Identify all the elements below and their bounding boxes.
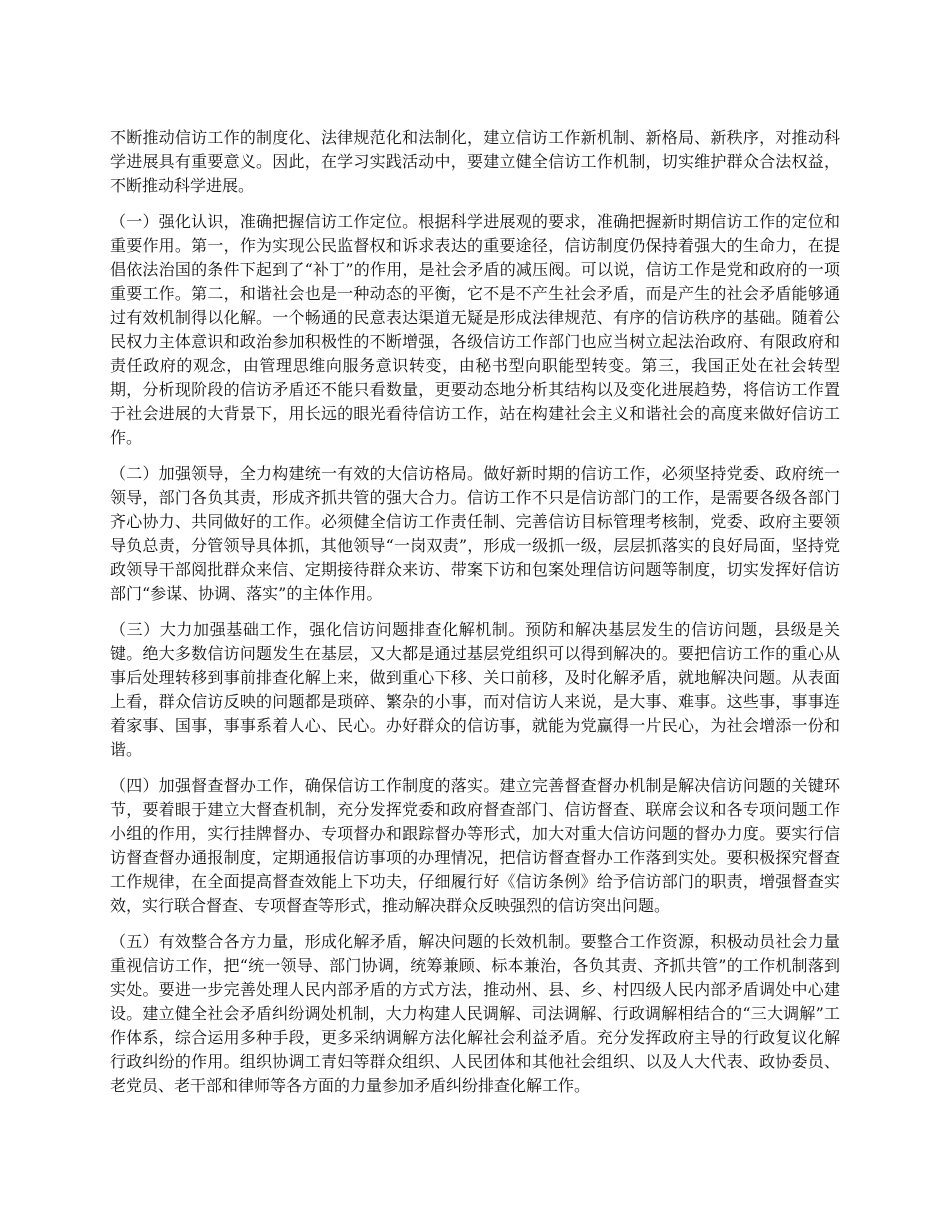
section-4-paragraph: （四）加强督查督办工作，确保信访工作制度的落实。建立完善督查督办机制是解决信访问题的关键环节，要着眼于建立大督查机制，充分发挥党委和政府督查部门、信访督查、联席会议和各专项问题工作小组的作用，实行挂牌督办、专项督办和跟踪督办等形式，加大对重大信访问题的督办力度。要实行信访督查督办通报制度，定期通报信访事项的办理情况，把信访督查督办工作落到实处。要积极探究督查工作规律，在全面提高督查效能上下功夫，仔细履行好《信访条例》给予信访部门的职责，增强督查实效，实行联合督查、专项督查等形式，推动解决群众反映强烈的信访突出问题。	[110, 776, 840, 915]
section-1-paragraph: （一）强化认识，准确把握信访工作定位。根据科学进展观的要求，准确把握新时期信访工作的定位和重要作用。第一，作为实现公民监督权和诉求表达的重要途径，信访制度仍保持着强大的生命力，在提倡依法治国的条件下起到了“补丁”的作用，是社会矛盾的减压阀。可以说，信访工作是党和政府的一项重要工作。第二，和谐社会也是一种动态的平衡，它不是不产生社会矛盾，而是产生的社会矛盾能够通过有效机制得以化解。一个畅通的民意表达渠道无疑是形成法律规范、有序的信访秩序的基础。随着公民权力主体意识和政治参加积极性的不断增强，各级信访工作部门也应当树立起法治政府、有限政府和责任政府的观念，由管理思维向服务意识转变，由秘书型向职能型转变。第三，我国正处在社会转型期，分析现阶段的信访矛盾还不能只看数量，更要动态地分析其结构以及变化进展趋势，将信访工作置于社会进展的大背景下，用长远的眼光看待信访工作，站在构建社会主义和谐社会的高度来做好信访工作。	[110, 212, 840, 447]
document-page	[110, 126, 840, 1110]
section-5-paragraph: （五）有效整合各方力量，形成化解矛盾，解决问题的长效机制。要整合工作资源，积极动员社会力量重视信访工作，把“统一领导、部门协调，统筹兼顾、标本兼治，各负其责、齐抓共管”的工作机制落到实处。要进一步完善处理人民内部矛盾的方式方法，推动州、县、乡、村四级人民内部矛盾调处中心建设。建立健全社会矛盾纠纷调处机制，大力构建人民调解、司法调解、行政调解相结合的“三大调解”工作体系，综合运用多种手段，更多采纳调解方法化解社会利益矛盾。充分发挥政府主导的行政复议化解行政纠纷的作用。组织协调工青妇等群众组织、人民团体和其他社会组织、以及人大代表、政协委员、老党员、老干部和律师等各方面的力量参加矛盾纠纷排查化解工作。	[110, 932, 840, 1095]
intro-paragraph: 不断推动信访工作的制度化、法律规范化和法制化，建立信访工作新机制、新格局、新秩序，对推动科学进展具有重要意义。因此，在学习实践活动中，要建立健全信访工作机制，切实维护群众合法权益，不断推动科学进展。	[110, 128, 840, 195]
section-2-paragraph: （二）加强领导，全力构建统一有效的大信访格局。做好新时期的信访工作，必须坚持党委、政府统一领导，部门各负其责，形成齐抓共管的强大合力。信访工作不只是信访部门的工作，是需要各级各部门齐心协力、共同做好的工作。必须健全信访工作责任制、完善信访目标管理考核制，党委、政府主要领导负总责，分管领导具体抓，其他领导“一岗双责”，形成一级抓一级，层层抓落实的良好局面，坚持党政领导干部阅批群众来信、定期接待群众来访、带案下访和包案处理信访问题等制度，切实发挥好信访部门“参谋、协调、落实”的主体作用。	[110, 464, 840, 603]
section-3-paragraph: （三）大力加强基础工作，强化信访问题排查化解机制。预防和解决基层发生的信访问题，县级是关键。绝大多数信访问题发生在基层，又大都是通过基层党组织可以得到解决的。要把信访工作的重心从事后处理转移到事前排查化解上来，做到重心下移、关口前移，及时化解矛盾，就地解决问题。从表面上看，群众信访反映的问题都是琐碎、繁杂的小事，而对信访人来说，是大事、难事。这些事，事事连着家事、国事，事事系着人心、民心。办好群众的信访事，就能为党赢得一片民心，为社会增添一份和谐。	[110, 620, 840, 759]
